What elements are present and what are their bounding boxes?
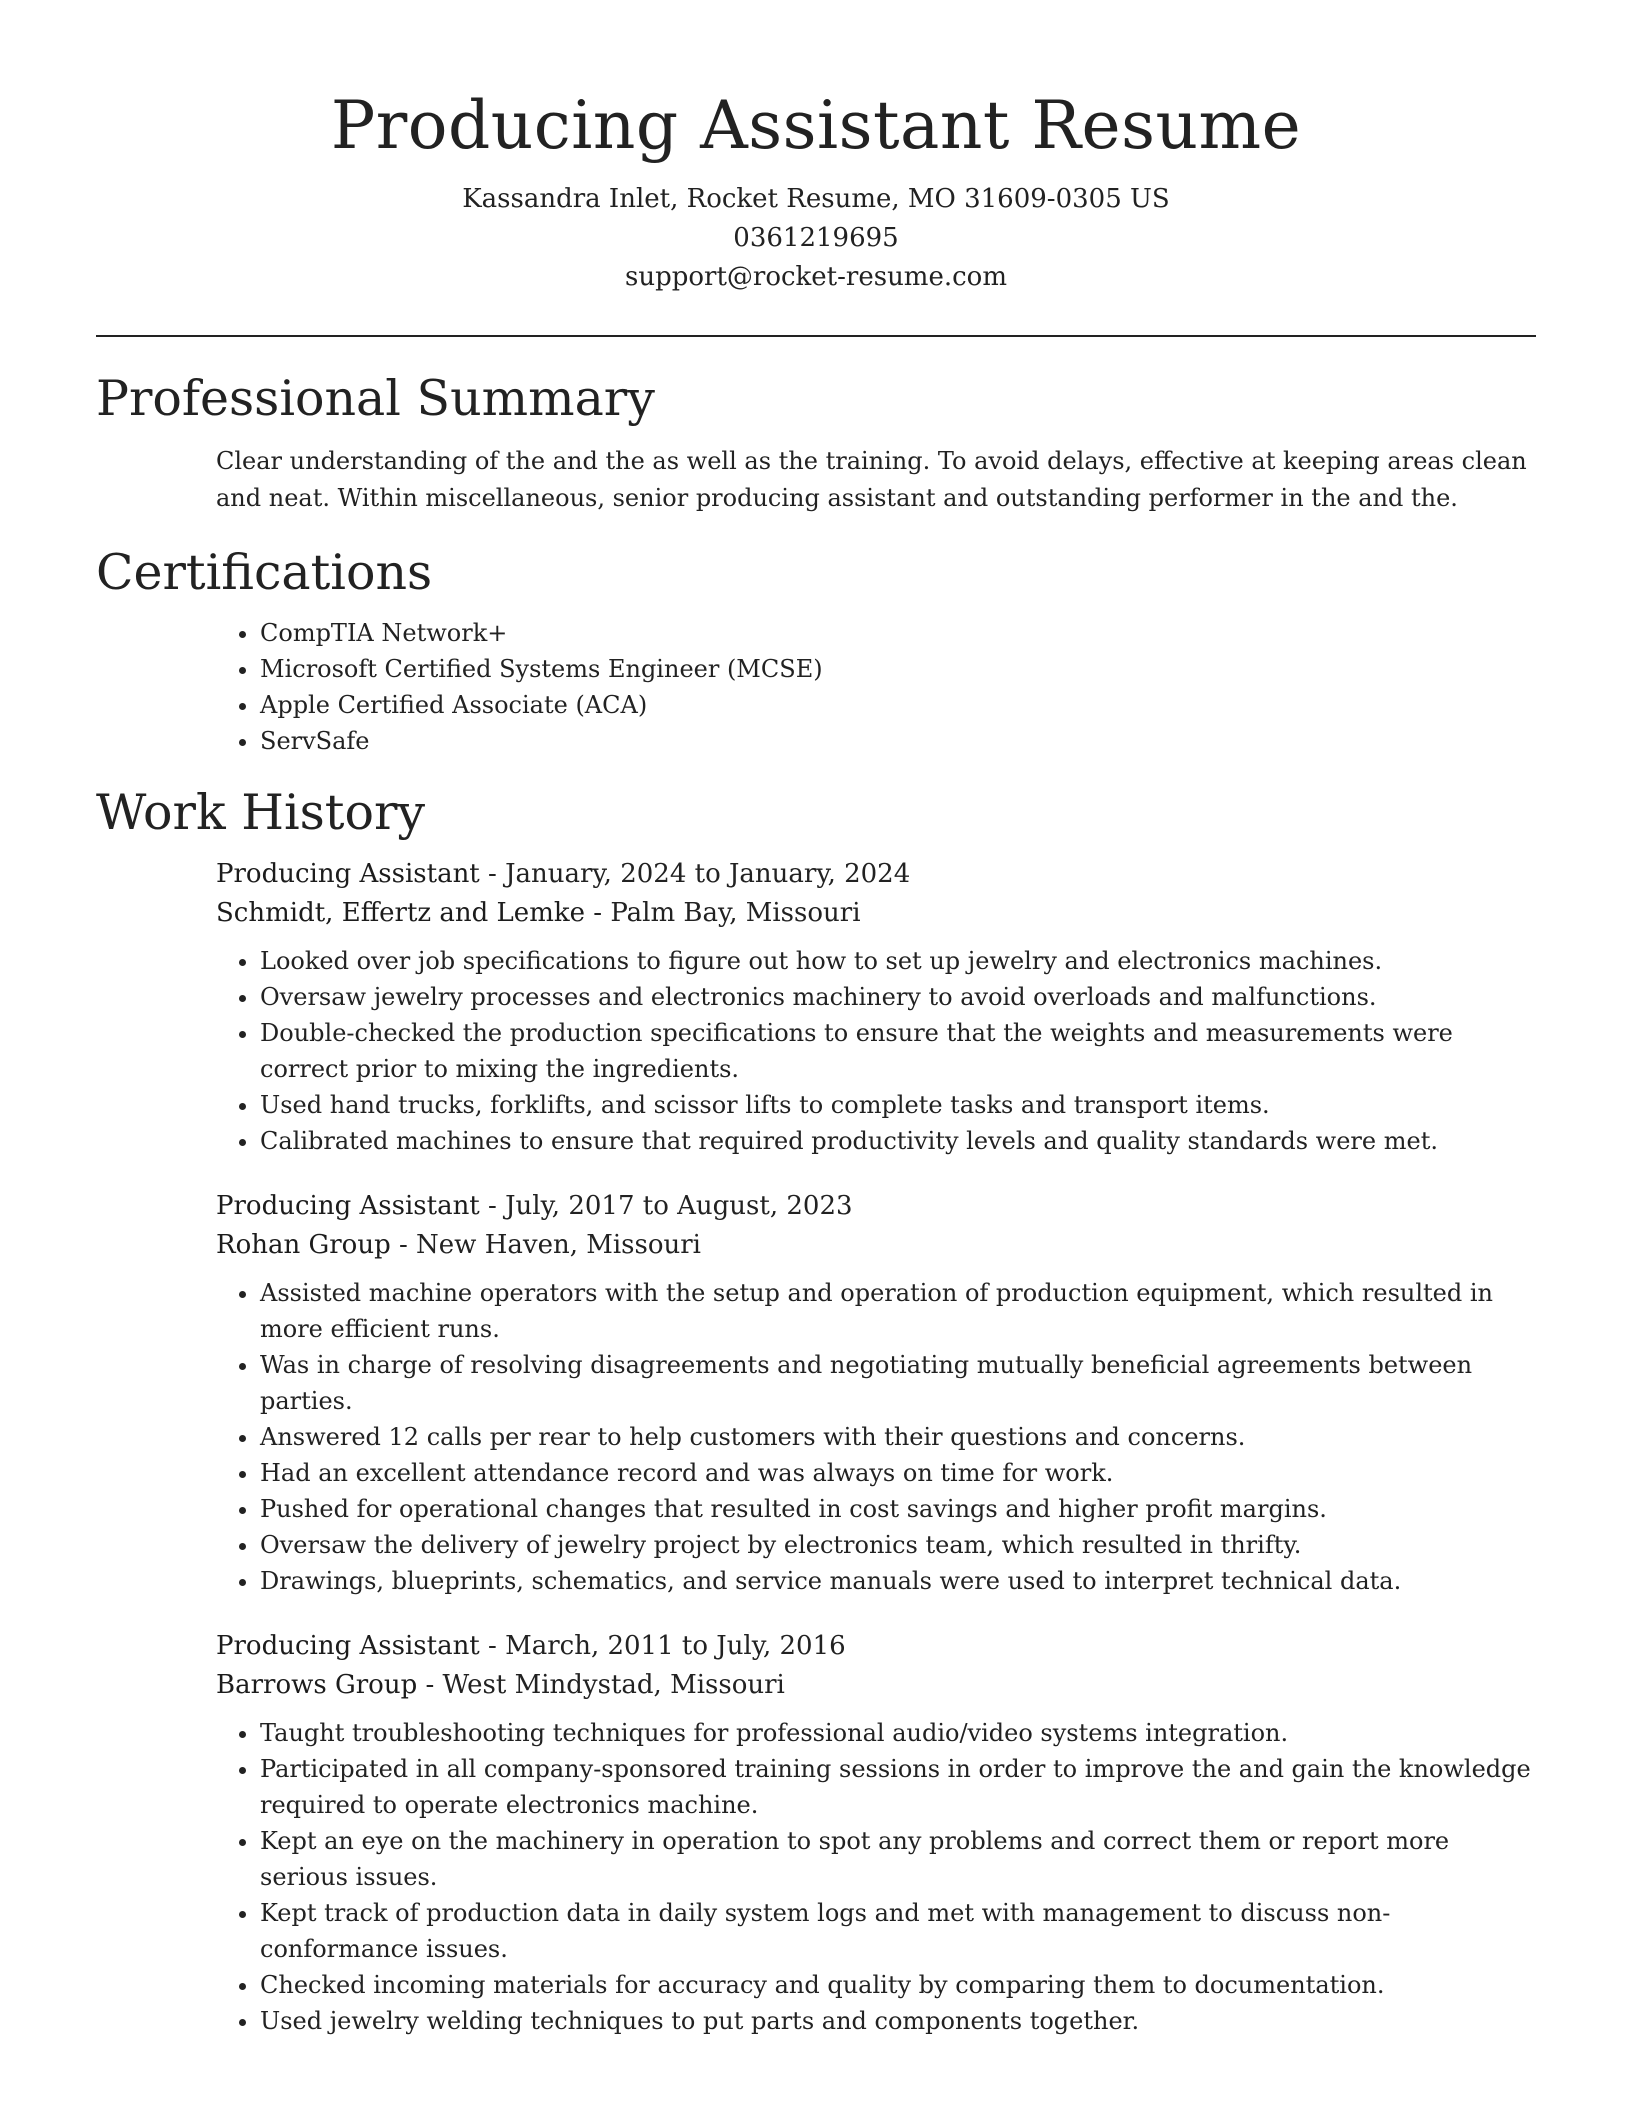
job-title: Producing Assistant	[216, 1631, 480, 1661]
job-bullets	[216, 1275, 1536, 1599]
resume-page	[96, 0, 1536, 2039]
contact-email: support@rocket-resume.com	[624, 262, 1007, 292]
job-company-line	[216, 1666, 1536, 1705]
job-title-line	[216, 1627, 1536, 1666]
job-company: Rohan Group	[216, 1230, 391, 1260]
job-bullet: • Double-checked the production specifications to ensure that the weights and measurements were correct prior to mixing the ingredients.	[260, 1015, 1536, 1087]
contact-phone: 0361219695	[733, 223, 899, 253]
job-bullet: • Participated in all company-sponsored training sessions in order to improve the and gain the knowledge required to operate electronics machine.	[260, 1751, 1536, 1823]
contact-address: Kassandra Inlet, Rocket Resume, MO 31609-0305 US	[462, 184, 1170, 214]
job-title: Producing Assistant	[216, 859, 480, 889]
job-entry	[216, 855, 1536, 1159]
job-bullet: • Was in charge of resolving disagreements and negotiating mutually beneficial agreements between parties.	[260, 1347, 1536, 1419]
job-location: - West Mindystad, Missouri	[417, 1670, 785, 1700]
page-title: Producing Assistant Resume	[330, 87, 1302, 164]
work-history-heading: Work History	[96, 784, 426, 841]
certifications-heading: Certifications	[96, 544, 433, 601]
certification-item: • Apple Certified Associate (ACA)	[260, 687, 1536, 723]
header-divider	[96, 335, 1536, 337]
job-bullet: • Kept track of production data in daily system logs and met with management to discuss non-conformance issues.	[260, 1895, 1536, 1967]
job-company-line	[216, 1226, 1536, 1265]
job-bullet: • Calibrated machines to ensure that required productivity levels and quality standards were met.	[260, 1123, 1536, 1159]
contact-block	[96, 180, 1536, 297]
job-location: - New Haven, Missouri	[390, 1230, 701, 1260]
job-bullet: • Answered 12 calls per rear to help customers with their questions and concerns.	[260, 1419, 1536, 1455]
job-bullet: • Kept an eye on the machinery in operation to spot any problems and correct them or report more serious issues.	[260, 1823, 1536, 1895]
certification-item: • CompTIA Network+	[260, 615, 1536, 651]
work-history-section	[96, 783, 1536, 2039]
certification-item: • Microsoft Certified Systems Engineer (MCSE)	[260, 651, 1536, 687]
job-bullet: • Oversaw jewelry processes and electronics machinery to avoid overloads and malfunctions.	[260, 979, 1536, 1015]
job-dates: - January, 2024 to January, 2024	[479, 859, 911, 889]
summary-text: Clear understanding of the and the as well as the training. To avoid delays, effective at keeping areas clean and neat. Within miscellaneous, senior producing assistant and outstanding performer in the and the.	[216, 447, 1527, 512]
job-bullets	[216, 943, 1536, 1159]
job-bullet: • Taught troubleshooting techniques for professional audio/video systems integration.	[260, 1715, 1536, 1751]
job-title-line	[216, 855, 1536, 894]
job-entry	[216, 1627, 1536, 2039]
job-bullet: • Assisted machine operators with the setup and operation of production equipment, which resulted in more efficient runs.	[260, 1275, 1536, 1347]
certifications-list	[216, 615, 1536, 759]
certification-item: • ServSafe	[260, 723, 1536, 759]
summary-heading: Professional Summary	[96, 370, 655, 427]
job-dates: - March, 2011 to July, 2016	[479, 1631, 846, 1661]
job-company: Barrows Group	[216, 1670, 418, 1700]
job-location: - Palm Bay, Missouri	[585, 898, 861, 928]
summary-section	[96, 369, 1536, 517]
job-title: Producing Assistant	[216, 1191, 480, 1221]
job-title-line	[216, 1187, 1536, 1226]
job-bullet: • Drawings, blueprints, schematics, and service manuals were used to interpret technical data.	[260, 1563, 1536, 1599]
job-dates: - July, 2017 to August, 2023	[479, 1191, 853, 1221]
job-company: Schmidt, Effertz and Lemke	[216, 898, 585, 928]
job-bullet: • Checked incoming materials for accuracy and quality by comparing them to documentation.	[260, 1967, 1536, 2003]
job-bullet: • Pushed for operational changes that resulted in cost savings and higher profit margins.	[260, 1491, 1536, 1527]
job-entry	[216, 1187, 1536, 1599]
job-company-line	[216, 894, 1536, 933]
job-bullet: • Used hand trucks, forklifts, and scissor lifts to complete tasks and transport items.	[260, 1087, 1536, 1123]
certifications-section	[96, 543, 1536, 759]
resume-header	[96, 0, 1536, 297]
job-bullets	[216, 1715, 1536, 2039]
job-bullet: • Used jewelry welding techniques to put parts and components together.	[260, 2003, 1536, 2039]
job-bullet: • Had an excellent attendance record and was always on time for work.	[260, 1455, 1536, 1491]
job-bullet: • Oversaw the delivery of jewelry project by electronics team, which resulted in thrifty.	[260, 1527, 1536, 1563]
job-bullet: • Looked over job specifications to figure out how to set up jewelry and electronics machines.	[260, 943, 1536, 979]
